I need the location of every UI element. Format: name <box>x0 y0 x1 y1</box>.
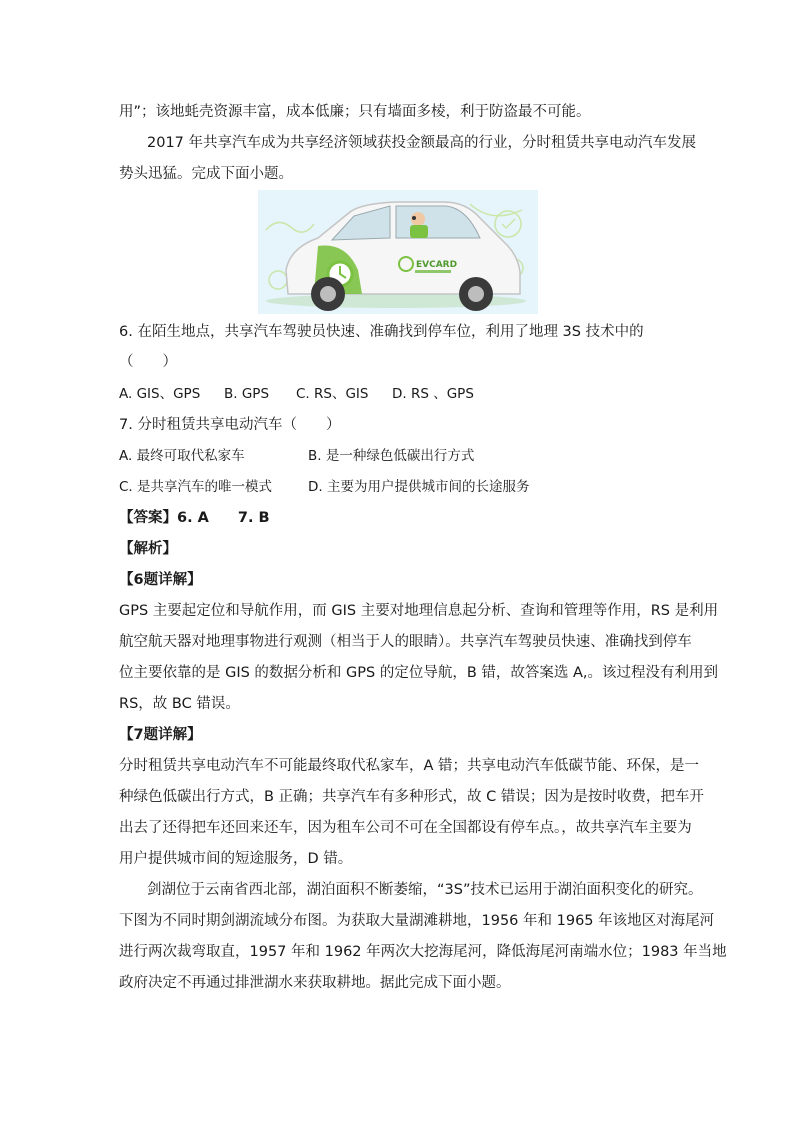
passage-line: 下图为不同时期剑湖流域分布图。为获取大量湖滩耕地，1956 年和 1965 年该地区对海尾河 <box>119 913 715 929</box>
answer-line: 【答案】6. A 7. B <box>119 510 270 526</box>
q7-detail-line: 用户提供城市间的短途服务，D 错。 <box>119 851 353 867</box>
q6-detail-line: GPS 主要起定位和导航作用，而 GIS 主要对地理信息起分析、查询和管理等作用，RS 是利用 <box>119 603 719 619</box>
intro-paragraph-line: 2017 年共享汽车成为共享经济领域获投金额最高的行业，分时租赁共享电动汽车发展 <box>147 135 697 151</box>
question-7-stem: 7. 分时租赁共享电动汽车（ ） <box>119 417 341 433</box>
q6-option-d: D. RS 、GPS <box>392 386 474 402</box>
shared-car-illustration <box>258 190 538 314</box>
q6-detail-line: 位主要依靠的是 GIS 的数据分析和 GPS 的定位导航，B 错，故答案选 A,。该过程没有利用到 <box>119 665 719 681</box>
question-6-blank: （ ） <box>119 354 177 370</box>
passage-line: 进行两次裁弯取直，1957 年和 1962 年两次大挖海尾河，降低海尾河南端水位；1983 年当地 <box>119 944 727 960</box>
car-image <box>258 190 538 314</box>
q6-detail-line: RS，故 BC 错误。 <box>119 696 240 712</box>
q7-option-a: A. 最终可取代私家车 <box>119 448 245 464</box>
text-line: 用”；该地蚝壳资源丰富，成本低廉；只有墙面多棱，利于防盗最不可能。 <box>119 104 591 120</box>
q6-option-c: C. RS、GIS <box>296 386 369 402</box>
q7-option-d: D. 主要为用户提供城市间的长途服务 <box>308 479 530 495</box>
q6-detail-line: 航空航天器对地理事物进行观测（相当于人的眼睛）。共享汽车驾驶员快速、准确找到停车 <box>119 634 692 650</box>
passage-line: 政府决定不再通过排泄湖水来获取耕地。据此完成下面小题。 <box>119 975 511 991</box>
q6-option-a: A. GIS、GPS <box>119 386 201 402</box>
q7-detail-line: 种绿色低碳出行方式，B 正确；共享汽车有多种形式，故 C 错误；因为是按时收费，把车开 <box>119 789 704 805</box>
q7-detail-line: 出去了还得把车还回来还车，因为租车公司不可在全国都设有停车点。，故共享汽车主要为 <box>119 820 692 836</box>
evcard-logo: EVCARD <box>416 260 458 270</box>
q6-detail-heading: 【6题详解】 <box>119 572 202 588</box>
analysis-heading: 【解析】 <box>119 541 177 557</box>
q7-detail-heading: 【7题详解】 <box>119 727 202 743</box>
q7-option-b: B. 是一种绿色低碳出行方式 <box>308 448 475 464</box>
q7-option-c: C. 是共享汽车的唯一模式 <box>119 479 273 495</box>
intro-paragraph-line: 势头迅猛。完成下面小题。 <box>119 166 293 182</box>
q6-option-b: B. GPS <box>224 386 270 402</box>
question-6-stem: 6. 在陌生地点，共享汽车驾驶员快速、准确找到停车位，利用了地理 3S 技术中的 <box>119 324 644 340</box>
q7-detail-line: 分时租赁共享电动汽车不可能最终取代私家车，A 错；共享电动汽车低碳节能、环保，是一 <box>119 758 700 774</box>
passage-line: 剑湖位于云南省西北部，湖泊面积不断萎缩，“3S”技术已运用于湖泊面积变化的研究。 <box>147 882 703 898</box>
